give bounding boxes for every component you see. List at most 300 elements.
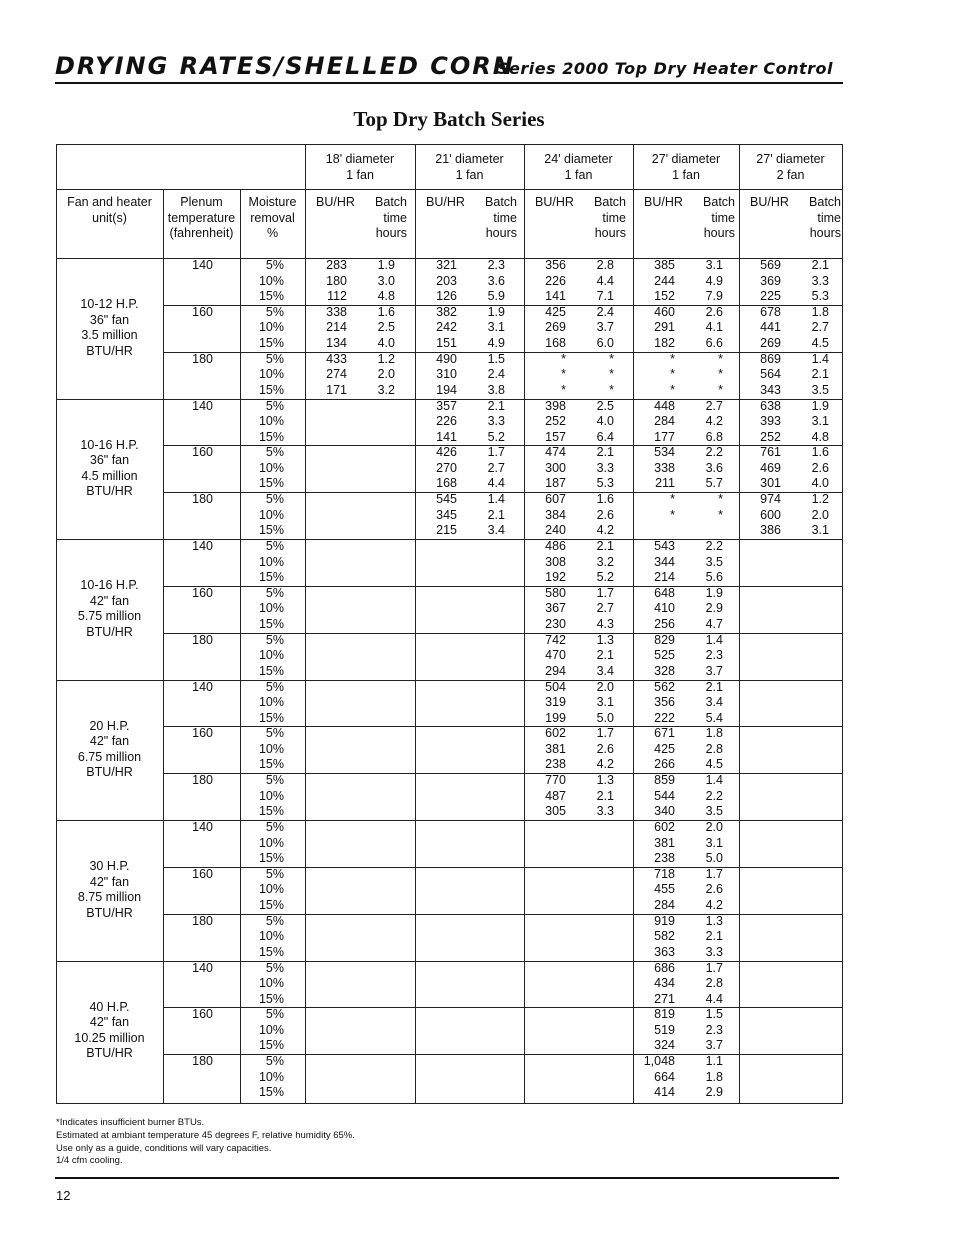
- batch-time-value: 5.0: [705, 851, 723, 865]
- batch-time-value: 2.1: [487, 398, 505, 413]
- plenum-temperature: 140: [192, 398, 213, 413]
- moisture-removal: 15%: [258, 429, 284, 444]
- batch-time-value: *: [609, 367, 614, 382]
- bu-hr-value: 194: [436, 382, 457, 397]
- bu-hr-value: 283: [326, 258, 347, 272]
- batch-time-value: 4.8: [377, 289, 395, 303]
- bu-hr-value: 345: [436, 507, 457, 522]
- bu-hr-value: 199: [545, 710, 566, 725]
- bu-hr-value: *: [670, 382, 675, 397]
- bu-hr-value: 152: [654, 289, 675, 303]
- bu-hr-header: BU/HR: [750, 195, 789, 209]
- batch-time-value: 2.0: [377, 367, 395, 382]
- bu-hr-value: 171: [326, 382, 347, 397]
- bu-hr-value: 225: [760, 289, 781, 303]
- column-group-header: 27' diameter 1 fan: [651, 152, 721, 182]
- bu-hr-value: 187: [545, 476, 566, 491]
- batch-time-value: 1.7: [596, 585, 614, 600]
- bu-hr-value: *: [561, 367, 566, 382]
- moisture-removal: 5%: [265, 820, 284, 834]
- bu-hr-value: 386: [760, 523, 781, 538]
- batch-time-value: 4.3: [596, 616, 614, 631]
- batch-time-value: 1.9: [705, 585, 723, 600]
- batch-time-value: 1.4: [487, 492, 505, 507]
- batch-time-value: 3.1: [487, 320, 505, 335]
- bu-hr-value: 310: [436, 367, 457, 382]
- batch-time-value: 3.7: [705, 1038, 723, 1053]
- moisture-removal: 5%: [265, 960, 284, 975]
- bu-hr-value: 230: [545, 616, 566, 631]
- bu-hr-value: 338: [326, 304, 347, 319]
- bu-hr-value: 112: [327, 289, 347, 303]
- bu-hr-value: 343: [760, 382, 781, 397]
- batch-time-value: 1.3: [705, 913, 723, 928]
- batch-time-value: 5.2: [487, 429, 505, 444]
- plenum-temperature: 180: [192, 1054, 213, 1069]
- bu-hr-value: 385: [654, 258, 675, 272]
- batch-time-value: 7.1: [596, 289, 614, 303]
- batch-time-value: 2.5: [377, 320, 395, 335]
- bu-hr-value: 367: [545, 601, 566, 616]
- batch-time-value: 1.5: [487, 351, 505, 366]
- bu-hr-value: 168: [436, 476, 457, 491]
- batch-time-value: 1.6: [377, 304, 395, 319]
- batch-time-value: 3.1: [811, 414, 829, 428]
- bu-hr-value: 134: [326, 335, 347, 350]
- moisture-removal: 5%: [265, 866, 284, 881]
- batch-time-value: 2.6: [705, 882, 723, 897]
- bu-hr-value: 678: [760, 304, 781, 319]
- batch-time-value: 3.1: [596, 695, 614, 709]
- batch-time-value: 3.7: [596, 320, 614, 335]
- bu-hr-value: 338: [654, 460, 675, 475]
- batch-time-value: 2.8: [596, 258, 614, 272]
- batch-time-value: 3.4: [705, 695, 723, 709]
- batch-time-value: *: [609, 351, 614, 366]
- moisture-removal: 5%: [265, 726, 284, 741]
- section-title: Top Dry Batch Series: [353, 107, 545, 131]
- batch-time-value: 1.2: [811, 492, 829, 507]
- bu-hr-value: 460: [654, 304, 675, 319]
- batch-time-value: 4.2: [705, 414, 723, 428]
- batch-time-value: 5.7: [705, 476, 723, 491]
- bu-hr-value: 203: [436, 273, 457, 288]
- moisture-removal: 10%: [258, 601, 284, 616]
- batch-time-value: 2.1: [596, 539, 614, 553]
- moisture-removal: 15%: [258, 804, 284, 819]
- batch-time-value: 2.1: [705, 679, 723, 694]
- bu-hr-value: 308: [545, 554, 566, 569]
- batch-time-header: Batch time hours: [594, 195, 626, 240]
- bu-hr-header: BU/HR: [535, 195, 574, 209]
- moisture-removal: 5%: [265, 1007, 284, 1022]
- batch-time-value: 1.8: [705, 726, 723, 741]
- moisture-removal: 5%: [265, 585, 284, 600]
- bu-hr-value: 545: [436, 492, 457, 507]
- moisture-removal: 5%: [265, 445, 284, 460]
- bu-hr-value: 215: [436, 523, 457, 538]
- column-group-header: 18' diameter 1 fan: [325, 152, 395, 182]
- plenum-temperature: 160: [192, 726, 213, 741]
- plenum-temperature: 160: [192, 866, 213, 881]
- bu-hr-value: 718: [654, 866, 675, 881]
- bu-hr-value: 564: [760, 367, 781, 382]
- moisture-removal: 15%: [258, 476, 284, 491]
- bu-hr-value: 393: [760, 414, 781, 428]
- batch-time-value: 1.6: [596, 492, 614, 507]
- bu-hr-value: 474: [545, 445, 566, 460]
- bu-hr-value: 240: [545, 523, 566, 538]
- moisture-removal: 15%: [258, 663, 284, 678]
- bu-hr-value: *: [670, 507, 675, 522]
- bu-hr-value: 284: [654, 414, 675, 428]
- batch-time-value: 6.8: [705, 429, 723, 444]
- bu-hr-value: 382: [436, 304, 457, 319]
- plenum-temperature: 180: [192, 492, 213, 507]
- batch-time-value: 4.2: [705, 897, 723, 912]
- bu-hr-value: 177: [654, 429, 675, 444]
- moisture-removal: 10%: [258, 367, 284, 382]
- batch-time-value: 2.1: [596, 788, 614, 803]
- bu-hr-value: 569: [760, 258, 781, 272]
- batch-time-value: 3.4: [487, 523, 505, 538]
- bu-hr-value: 319: [545, 695, 566, 709]
- fan-heater-unit: 10-12 H.P. 36" fan 3.5 million BTU/HR: [80, 297, 139, 358]
- plenum-temperature: 160: [192, 304, 213, 319]
- batch-time-value: 2.1: [811, 258, 829, 272]
- batch-time-value: 3.7: [705, 663, 723, 678]
- batch-time-value: 3.3: [811, 273, 829, 288]
- column-header: Fan and heater unit(s): [67, 195, 152, 225]
- batch-time-value: 4.9: [705, 273, 723, 288]
- moisture-removal: 10%: [258, 460, 284, 475]
- header-rule: [55, 82, 843, 84]
- plenum-temperature: 180: [192, 913, 213, 928]
- bu-hr-value: 157: [545, 429, 566, 444]
- batch-time-value: 4.4: [487, 476, 505, 491]
- footnote: 1/4 cfm cooling.: [56, 1155, 123, 1167]
- batch-time-value: 1.4: [705, 773, 723, 788]
- plenum-temperature: 160: [192, 1007, 213, 1022]
- moisture-removal: 5%: [265, 351, 284, 366]
- bu-hr-value: 363: [654, 944, 675, 959]
- bu-hr-value: 301: [760, 476, 781, 491]
- bu-hr-value: 761: [760, 445, 781, 460]
- moisture-removal: 15%: [258, 1085, 284, 1100]
- moisture-removal: 5%: [265, 913, 284, 928]
- batch-time-value: 1.1: [705, 1054, 723, 1069]
- bu-hr-value: *: [670, 367, 675, 382]
- batch-time-value: 6.0: [596, 335, 614, 350]
- batch-time-value: 3.3: [596, 804, 614, 819]
- batch-time-value: 4.4: [705, 991, 723, 1006]
- batch-time-value: 2.2: [705, 539, 723, 553]
- bu-hr-value: 490: [436, 351, 457, 366]
- page-header: [55, 50, 845, 86]
- moisture-removal: 10%: [258, 976, 284, 990]
- batch-time-value: 1.5: [705, 1007, 723, 1022]
- moisture-removal: 15%: [258, 991, 284, 1006]
- moisture-removal: 15%: [258, 851, 284, 865]
- bu-hr-value: 214: [326, 320, 347, 335]
- batch-time-value: *: [718, 507, 723, 522]
- bu-hr-value: 151: [436, 335, 457, 350]
- bu-hr-value: 269: [545, 320, 566, 335]
- moisture-removal: 10%: [258, 788, 284, 803]
- batch-time-value: 2.1: [705, 929, 723, 944]
- batch-time-value: 2.2: [705, 788, 723, 803]
- moisture-removal: 10%: [258, 648, 284, 663]
- batch-time-value: 1.8: [705, 1069, 723, 1084]
- batch-time-value: 2.4: [487, 367, 505, 382]
- bu-hr-value: 192: [545, 570, 566, 584]
- fan-heater-unit: 10-16 H.P. 36" fan 4.5 million BTU/HR: [80, 437, 139, 499]
- batch-time-value: 3.3: [487, 414, 505, 428]
- batch-time-value: 2.5: [596, 398, 614, 413]
- footnote: *Indicates insufficient burner BTUs.: [56, 1117, 205, 1128]
- moisture-removal: 15%: [258, 897, 284, 912]
- batch-time-value: 2.6: [596, 507, 614, 522]
- batch-time-value: 2.4: [596, 304, 614, 319]
- batch-time-value: 2.9: [705, 1085, 723, 1100]
- plenum-temperature: 160: [192, 445, 213, 460]
- bu-hr-value: 238: [545, 757, 566, 772]
- bu-hr-value: 770: [545, 773, 566, 788]
- moisture-removal: 5%: [265, 1054, 284, 1069]
- batch-time-value: 1.9: [377, 258, 395, 272]
- moisture-removal: 10%: [258, 835, 284, 850]
- batch-time-value: 5.6: [705, 570, 723, 584]
- page-subtitle: Series 2000 Top Dry Heater Control: [497, 59, 833, 78]
- bu-hr-value: 441: [760, 320, 781, 335]
- batch-time-value: 1.8: [811, 304, 829, 319]
- column-header: Moisture removal %: [248, 195, 297, 240]
- fan-heater-unit: 40 H.P. 42" fan 10.25 million BTU/HR: [74, 999, 145, 1061]
- batch-time-value: 4.2: [596, 523, 614, 538]
- batch-time-value: 1.7: [705, 866, 723, 881]
- moisture-removal: 15%: [258, 570, 284, 584]
- bu-hr-value: 455: [654, 882, 675, 897]
- bu-hr-value: 266: [654, 757, 675, 772]
- moisture-removal: 10%: [258, 273, 284, 288]
- batch-time-value: 5.9: [487, 289, 505, 303]
- bu-hr-value: 252: [760, 429, 781, 444]
- batch-time-value: 1.7: [487, 445, 505, 460]
- batch-time-header: Batch time hours: [703, 195, 735, 240]
- bu-hr-value: 344: [654, 554, 675, 569]
- bu-hr-value: 434: [654, 976, 675, 990]
- batch-time-value: 2.0: [705, 820, 723, 834]
- batch-time-value: 5.4: [705, 710, 723, 725]
- batch-time-value: 1.4: [705, 632, 723, 647]
- batch-time-value: 3.0: [377, 273, 395, 288]
- batch-time-value: 5.3: [596, 476, 614, 491]
- column-group-header: 24' diameter 1 fan: [544, 152, 613, 182]
- moisture-removal: 15%: [258, 382, 284, 397]
- bu-hr-value: 426: [436, 445, 457, 460]
- batch-time-value: 3.1: [811, 523, 829, 538]
- moisture-removal: 10%: [258, 741, 284, 756]
- bu-hr-value: 381: [654, 835, 675, 850]
- bu-hr-header: BU/HR: [426, 195, 465, 209]
- bu-hr-value: 544: [654, 788, 675, 803]
- bu-hr-value: 356: [545, 258, 566, 272]
- bu-hr-value: 819: [654, 1007, 675, 1022]
- bu-hr-value: 742: [545, 632, 566, 647]
- batch-time-value: 1.2: [377, 351, 395, 366]
- bu-hr-value: 256: [654, 616, 675, 631]
- batch-time-value: 2.3: [705, 648, 723, 663]
- bu-hr-value: 919: [654, 913, 675, 928]
- bu-hr-value: 180: [326, 273, 347, 288]
- batch-time-value: 3.6: [487, 273, 505, 288]
- moisture-removal: 10%: [258, 1069, 284, 1084]
- bu-hr-value: 398: [545, 398, 566, 413]
- batch-time-value: 3.5: [811, 382, 829, 397]
- moisture-removal: 5%: [265, 679, 284, 694]
- bu-hr-value: 504: [545, 679, 566, 694]
- batch-time-header: Batch time hours: [375, 195, 407, 240]
- moisture-removal: 15%: [258, 1038, 284, 1053]
- bu-hr-value: 284: [654, 897, 675, 912]
- bu-hr-value: 274: [326, 367, 347, 382]
- batch-time-value: 6.6: [705, 335, 723, 350]
- batch-time-value: 4.2: [596, 757, 614, 772]
- bu-hr-value: *: [561, 351, 566, 366]
- bu-hr-value: 238: [654, 851, 675, 865]
- header-divider: [56, 189, 842, 190]
- bu-hr-value: 226: [436, 414, 457, 428]
- fan-heater-unit: 30 H.P. 42" fan 8.75 million BTU/HR: [77, 859, 142, 920]
- batch-time-value: 4.0: [596, 414, 614, 428]
- bu-hr-header: BU/HR: [644, 195, 683, 209]
- batch-time-value: 4.8: [811, 429, 829, 444]
- batch-time-value: 1.6: [811, 445, 829, 460]
- bu-hr-value: 433: [326, 351, 347, 366]
- moisture-removal: 5%: [265, 632, 284, 647]
- bu-hr-value: 300: [545, 460, 566, 475]
- column-header: Plenum temperature (fahrenheit): [167, 195, 236, 240]
- footnote: Estimated at ambiant temperature 45 degrees F, relative humidity 65%.: [56, 1129, 355, 1141]
- batch-time-value: 2.9: [705, 601, 723, 616]
- moisture-removal: 10%: [258, 929, 284, 944]
- batch-time-value: 2.1: [487, 507, 505, 522]
- plenum-temperature: 160: [192, 585, 213, 600]
- batch-time-value: 3.6: [705, 460, 723, 475]
- moisture-removal: 15%: [258, 289, 284, 303]
- batch-time-header: Batch time hours: [809, 195, 841, 240]
- bu-hr-value: 182: [654, 335, 675, 350]
- bu-hr-value: 600: [760, 507, 781, 522]
- bu-hr-value: 602: [654, 820, 675, 834]
- moisture-removal: 15%: [258, 944, 284, 959]
- bu-hr-value: 126: [436, 289, 457, 303]
- batch-time-value: 6.4: [596, 429, 614, 444]
- bu-hr-value: 270: [436, 460, 457, 475]
- batch-time-value: 1.7: [596, 726, 614, 741]
- bu-hr-value: 410: [654, 601, 675, 616]
- bu-hr-value: 414: [654, 1085, 675, 1100]
- batch-time-value: 4.1: [705, 320, 723, 335]
- batch-time-value: 3.2: [377, 382, 395, 397]
- batch-time-value: 2.2: [705, 445, 723, 460]
- fan-heater-unit: 20 H.P. 42" fan 6.75 million BTU/HR: [77, 718, 142, 780]
- bu-hr-value: 321: [436, 258, 457, 272]
- bu-hr-value: 214: [654, 570, 675, 584]
- bu-hr-value: *: [561, 382, 566, 397]
- bu-hr-value: 582: [654, 929, 675, 944]
- bu-hr-value: 425: [654, 741, 675, 756]
- drying-rates-table: [56, 144, 842, 1103]
- batch-time-value: 4.5: [705, 757, 723, 772]
- bu-hr-value: 648: [654, 585, 675, 600]
- batch-time-value: 3.3: [596, 460, 614, 475]
- plenum-temperature: 140: [192, 539, 213, 553]
- moisture-removal: 5%: [265, 304, 284, 319]
- bu-hr-value: 470: [545, 648, 566, 663]
- bu-hr-value: 252: [545, 414, 566, 428]
- batch-time-value: 4.0: [811, 476, 829, 491]
- bu-hr-value: *: [670, 351, 675, 366]
- moisture-removal: 10%: [258, 507, 284, 522]
- moisture-removal: 10%: [258, 695, 284, 709]
- batch-time-value: 2.3: [487, 258, 505, 272]
- bu-hr-value: 543: [654, 539, 675, 553]
- bu-hr-value: 305: [545, 804, 566, 819]
- bu-hr-value: 602: [545, 726, 566, 741]
- plenum-temperature: 140: [192, 258, 213, 272]
- bu-hr-value: 222: [654, 710, 675, 725]
- bu-hr-value: 294: [545, 663, 566, 678]
- batch-time-value: 2.8: [705, 976, 723, 990]
- moisture-removal: 10%: [258, 320, 284, 335]
- bu-hr-value: 487: [545, 788, 566, 803]
- plenum-temperature: 180: [192, 351, 213, 366]
- batch-time-value: 2.6: [705, 304, 723, 319]
- page-title: DRYING RATES/SHELLED CORN: [55, 52, 515, 80]
- moisture-removal: 10%: [258, 1022, 284, 1037]
- bu-hr-value: 974: [760, 492, 781, 507]
- batch-time-value: 2.0: [596, 679, 614, 694]
- bu-hr-value: *: [670, 492, 675, 507]
- bu-hr-value: 469: [760, 460, 781, 475]
- column-group-header: 27' diameter 2 fan: [756, 152, 825, 182]
- batch-time-value: 1.9: [487, 304, 505, 319]
- batch-time-value: 4.7: [705, 616, 723, 631]
- bu-hr-value: 1,048: [643, 1054, 675, 1069]
- bu-hr-value: 607: [545, 492, 566, 507]
- batch-time-value: 2.7: [596, 601, 614, 616]
- batch-time-header: Batch time hours: [485, 195, 517, 240]
- bu-hr-value: 141: [545, 289, 566, 303]
- table-border-top: [56, 144, 842, 145]
- moisture-removal: 15%: [258, 710, 284, 725]
- batch-time-value: 2.7: [811, 320, 829, 335]
- batch-time-value: 1.4: [811, 351, 829, 366]
- moisture-removal: 5%: [265, 258, 284, 272]
- bu-hr-value: 686: [654, 960, 675, 975]
- batch-time-value: 5.0: [596, 710, 614, 725]
- batch-time-value: 3.1: [705, 835, 723, 850]
- moisture-removal: 15%: [258, 523, 284, 538]
- bu-hr-value: 141: [436, 429, 457, 444]
- footnote: Use only as a guide, conditions will vary capacities.: [56, 1142, 272, 1154]
- bu-hr-value: 269: [760, 335, 781, 350]
- bu-hr-value: 271: [654, 991, 675, 1006]
- moisture-removal: 15%: [258, 757, 284, 772]
- batch-time-value: 2.6: [596, 741, 614, 756]
- bu-hr-value: 384: [545, 507, 566, 522]
